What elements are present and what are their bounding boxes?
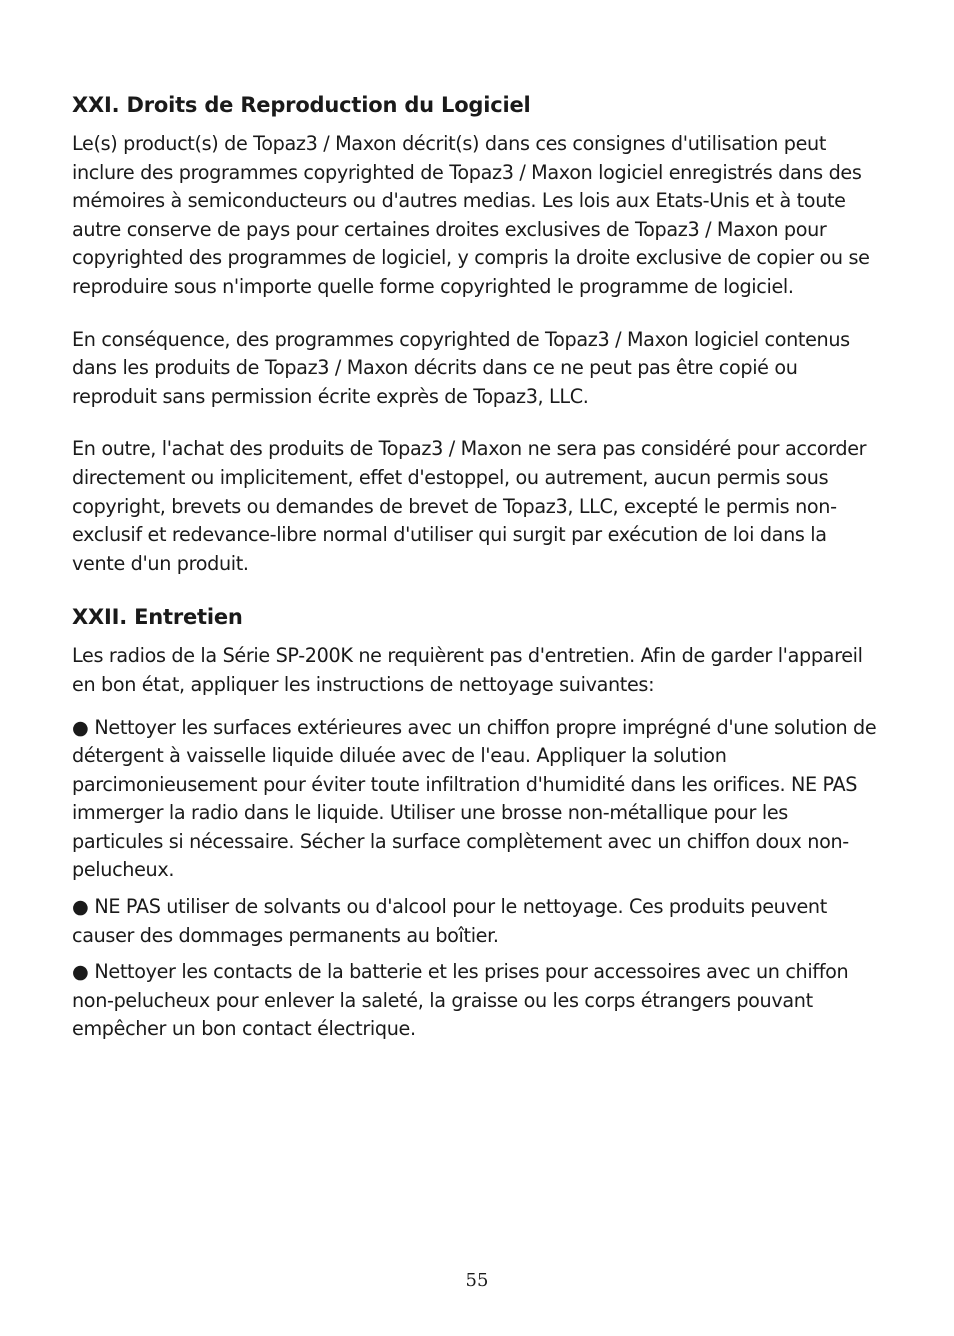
list-item-text: Nettoyer les surfaces extérieures avec un chiffon propre imprégné d'une solution de détergent à vaisselle liquide diluée avec de l'eau. Appliquer la solution parcimonieusement pour éviter toute infiltration d'humidité dans les orifices. NE PAS immerger la radio dans le liquide. Utiliser une brosse non-métallique pour les particules si nécessaire. Sécher la surface complètement avec un chiffon doux non-pelucheux. <box>72 715 877 882</box>
paragraph: En conséquence, des programmes copyrighted de Topaz3 / Maxon logiciel contenus dans les produits de Topaz3 / Maxon décrits dans ce ne peut pas être copié ou reproduit sans permission écrite exprès de Topaz3, LLC. <box>72 327 850 408</box>
document-page <box>72 90 878 1052</box>
paragraph: En outre, l'achat des produits de Topaz3 / Maxon ne sera pas considéré pour accorder directement ou implicitement, effet d'estoppel, ou autrement, aucun permis sous copyright, brevets ou demandes de brevet de Topaz3, LLC, excepté le permis non-exclusif et redevance-libre normal d'utiliser qui surgit par exécution de loi dans la vente d'un produit. <box>72 437 867 575</box>
list-item <box>72 958 878 1044</box>
list-item <box>72 714 878 886</box>
bullet-icon: ● <box>72 960 89 984</box>
bullet-icon: ● <box>72 895 89 919</box>
list-item-text: NE PAS utiliser de solvants ou d'alcool pour le nettoyage. Ces produits peuvent causer des dommages permanents au boîtier. <box>72 895 827 947</box>
section-heading-copyright: XXI. Droits de Reproduction du Logiciel <box>72 93 531 117</box>
bullet-icon: ● <box>72 715 89 739</box>
list-item <box>72 893 878 950</box>
section-copyright <box>72 90 878 578</box>
section-heading-maintenance: XXII. Entretien <box>72 605 243 630</box>
paragraph: Le(s) product(s) de Topaz3 / Maxon décrit(s) dans ces consignes d'utilisation peut inclure des programmes copyrighted de Topaz3 / Maxon logiciel enregistrés dans des mémoires à semiconducteurs ou d'autres medias. Les lois aux Etats-Unis et à toute autre conserve de pays pour certaines droites exclusives de Topaz3 / Maxon pour copyrighted des programmes de logiciel, y compris la droite exclusive de copier ou se reproduire sous n'importe quelle forme copyrighted le programme de logiciel. <box>72 132 870 298</box>
paragraph: Les radios de la Série SP-200K ne requièrent pas d'entretien. Afin de garder l'appareil en bon état, appliquer les instructions de nettoyage suivantes: <box>72 644 863 696</box>
page-number: 55 <box>465 1270 489 1291</box>
list-item-text: Nettoyer les contacts de la batterie et les prises pour accessoires avec un chiffon non-pelucheux pour enlever la saleté, la graisse ou les corps étrangers pouvant empêcher un bon contact électrique. <box>72 960 849 1041</box>
section-maintenance <box>72 602 878 1044</box>
bullet-list <box>72 714 878 1045</box>
